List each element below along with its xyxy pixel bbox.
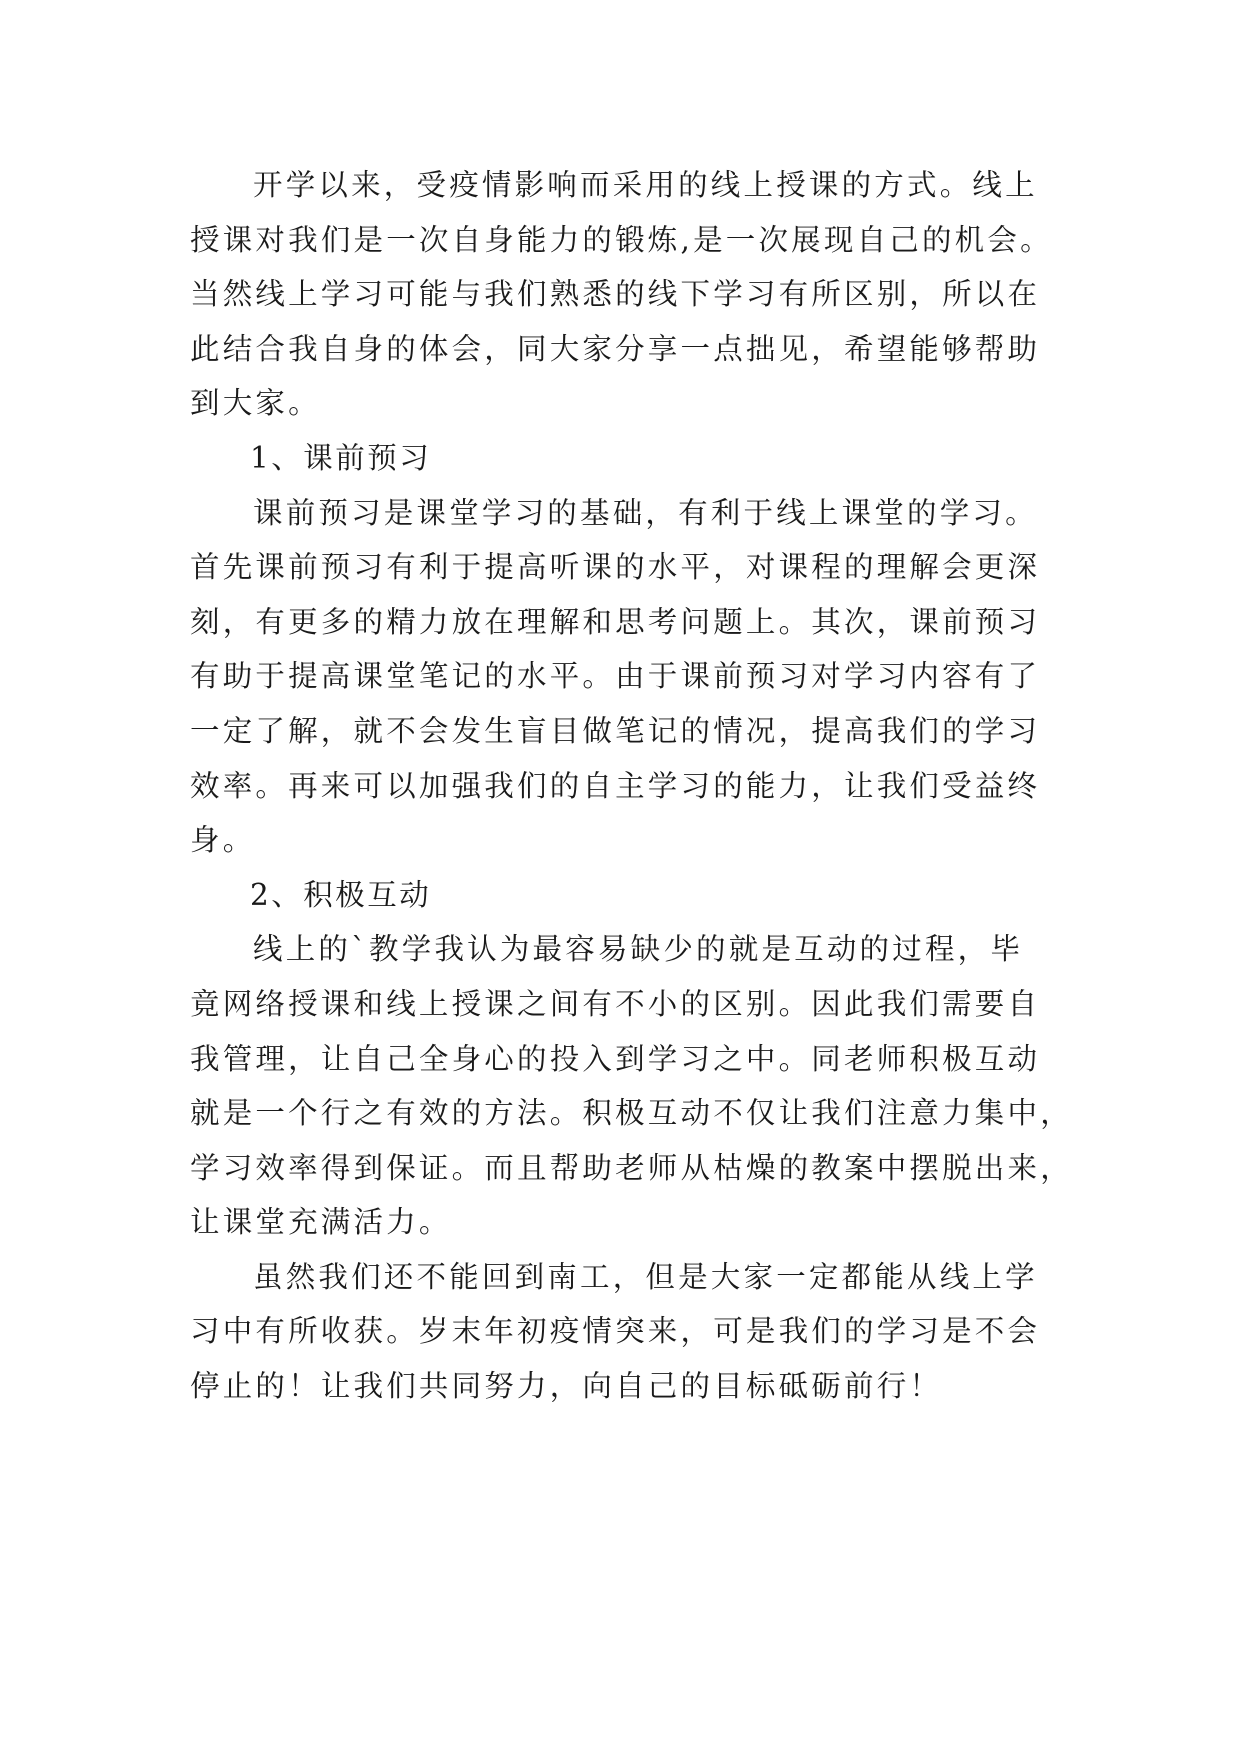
text-line: 课前预习是课堂学习的基础，有利于线上课堂的学习。: [253, 495, 1038, 530]
text-line: 一定了解，就不会发生盲目做笔记的情况，提高我们的学习: [190, 713, 1041, 748]
text-line: 到大家。: [190, 386, 321, 421]
document-body: [190, 158, 1090, 1414]
text-line: 学习效率得到保证。而且帮助老师从枯燥的教案中摆脱出来，: [190, 1150, 1073, 1185]
section-preview-paragraph: [190, 486, 1090, 868]
section-heading-preview: 1、课前预习: [250, 440, 432, 475]
section-heading-interaction: 2、积极互动: [250, 877, 432, 912]
text-line: 虽然我们还不能回到南工，但是大家一定都能从线上学: [253, 1259, 1038, 1294]
text-line: 此结合我自身的体会，同大家分享一点拙见，希望能够帮助: [190, 331, 1041, 366]
text-line: 让课堂充满活力。: [190, 1205, 452, 1240]
text-line: 效率。再来可以加强我们的自主学习的能力，让我们受益终: [190, 768, 1041, 803]
text-line: 就是一个行之有效的方法。积极互动不仅让我们注意力集中，: [190, 1096, 1073, 1131]
text-line: 习中有所收获。岁末年初疫情突来，可是我们的学习是不会: [190, 1314, 1041, 1349]
text-line: 开学以来，受疫情影响而采用的线上授课的方式。线上: [253, 168, 1038, 202]
text-line: 我管理，让自己全身心的投入到学习之中。同老师积极互动: [190, 1041, 1041, 1076]
text-line: 线上的`教学我认为最容易缺少的就是互动的过程，毕: [253, 932, 1024, 967]
text-line: 授课对我们是一次自身能力的锻炼,是一次展现自己的机会。: [190, 222, 1053, 257]
text-line: 停止的！让我们共同努力，向自己的目标砥砺前行！: [190, 1369, 943, 1404]
text-line: 身。: [190, 823, 256, 858]
text-line: 首先课前预习有利于提高听课的水平，对课程的理解会更深: [190, 550, 1041, 585]
text-line: 当然线上学习可能与我们熟悉的线下学习有所区别，所以在: [190, 277, 1041, 312]
text-line: 竟网络授课和线上授课之间有不小的区别。因此我们需要自: [190, 986, 1041, 1021]
text-line: 有助于提高课堂笔记的水平。由于课前预习对学习内容有了: [190, 659, 1041, 694]
intro-paragraph: [190, 158, 1090, 431]
section-interaction-paragraph: [190, 922, 1090, 1250]
text-line: 刻，有更多的精力放在理解和思考问题上。其次，课前预习: [190, 604, 1041, 639]
closing-paragraph: [190, 1250, 1090, 1414]
